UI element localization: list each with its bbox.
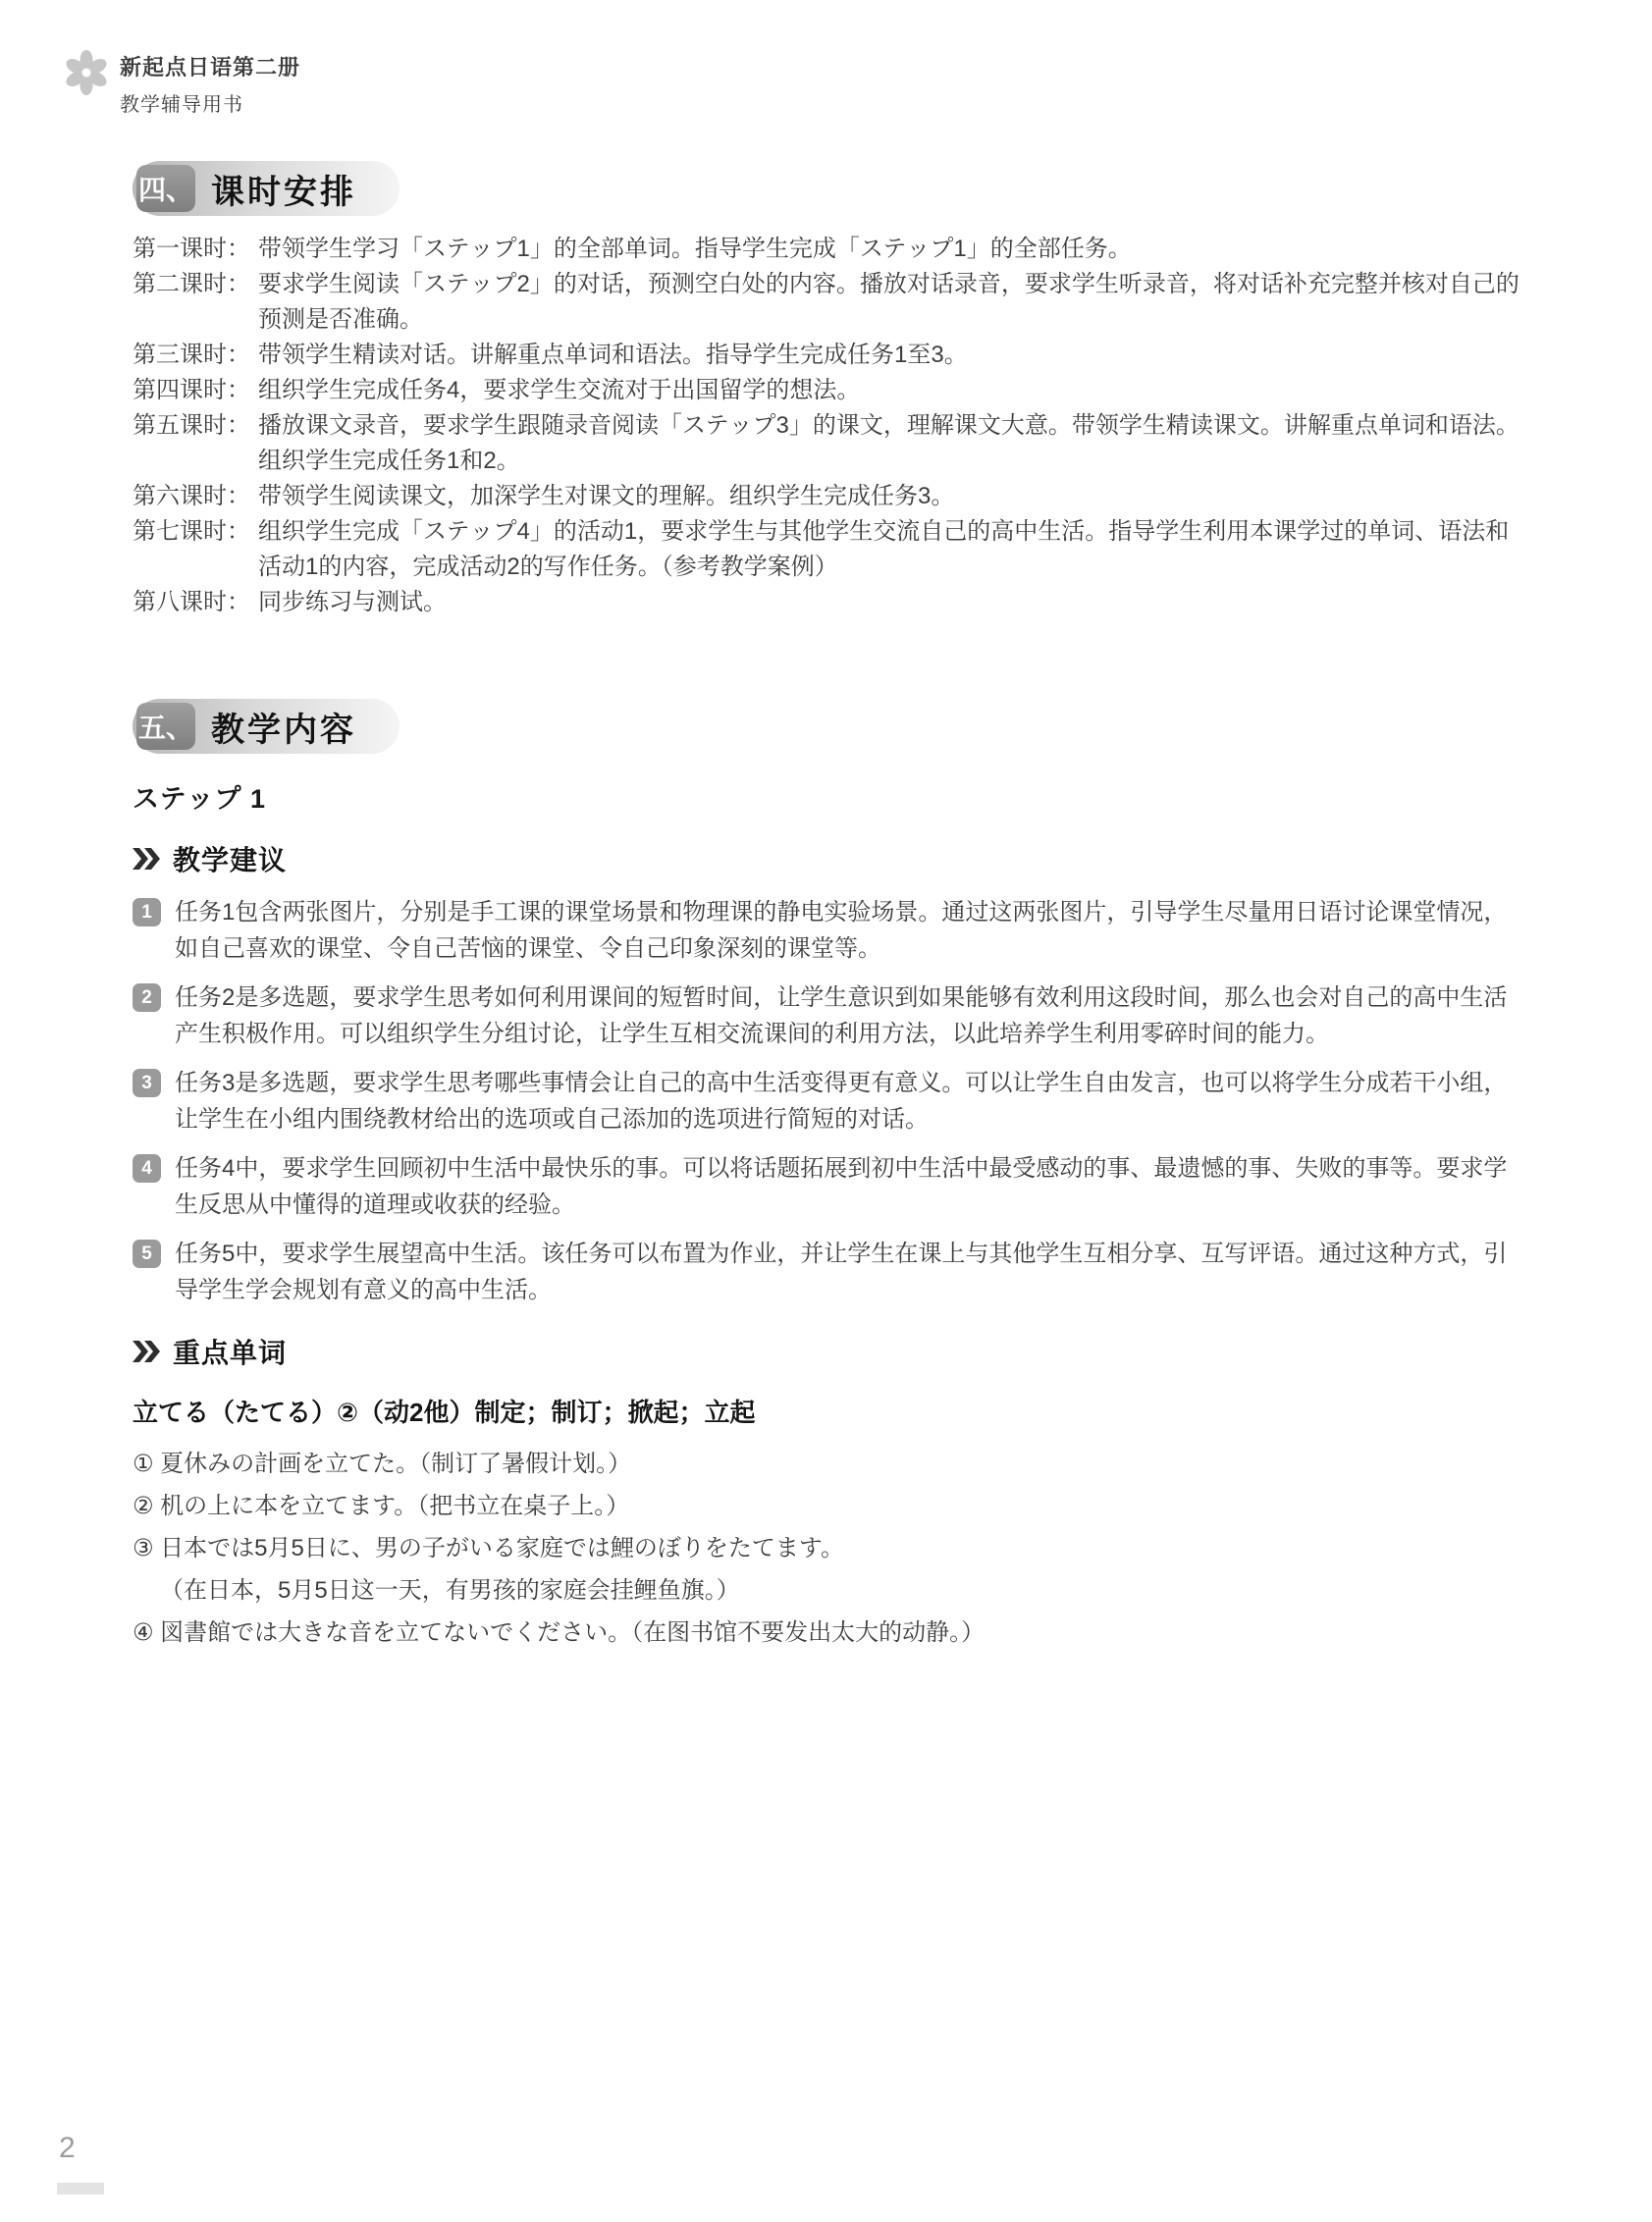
page-footer-bar bbox=[57, 2183, 104, 2195]
suggestion-row bbox=[133, 1236, 1522, 1308]
key-vocabulary-heading bbox=[133, 1332, 1522, 1371]
example-sentence bbox=[133, 1527, 1522, 1612]
lesson-text: 组织学生完成任务4，要求学生交流对于出国留学的想法。 bbox=[258, 377, 861, 403]
example-sentence bbox=[133, 1612, 1522, 1654]
example-text: ① 夏休みの計画を立てた。（制订了暑假计划。） bbox=[133, 1451, 632, 1477]
example-text: ④ 図書館では大きな音を立てないでください。（在图书馆不要发出太大的动静。） bbox=[133, 1619, 986, 1646]
example-sentence-list bbox=[133, 1443, 1522, 1654]
suggestion-number-badge: 2 bbox=[133, 983, 161, 1012]
lesson-row bbox=[133, 585, 1522, 620]
suggestion-number-badge: 3 bbox=[133, 1069, 161, 1097]
page-content bbox=[133, 161, 1522, 1654]
lesson-label: 第六课时： bbox=[133, 483, 250, 509]
double-chevron-icon bbox=[133, 1341, 162, 1362]
book-subtitle: 教学辅导用书 bbox=[120, 94, 243, 116]
suggestion-row bbox=[133, 894, 1522, 967]
suggestion-number-badge: 5 bbox=[133, 1240, 161, 1268]
page-number: 2 bbox=[59, 2132, 76, 2164]
lesson-label: 第七课时： bbox=[133, 518, 250, 545]
double-chevron-icon bbox=[133, 848, 162, 870]
lesson-label: 第八课时： bbox=[133, 589, 250, 615]
lesson-text: 带领学生学习「ステップ1」的全部单词。指导学生完成「ステップ1」的全部任务。 bbox=[258, 236, 1132, 262]
example-text: ② 机の上に本を立てます。（把书立在桌子上。） bbox=[133, 1493, 630, 1519]
suggestion-list bbox=[133, 894, 1522, 1308]
lesson-text: 带领学生阅读课文，加深学生对课文的理解。组织学生完成任务3。 bbox=[258, 483, 955, 509]
suggestion-text: 任务1包含两张图片，分别是手工课的课堂场景和物理课的静电实验场景。通过这两张图片，引导学生尽量用日语讨论课堂情况，如自己喜欢的课堂、令自己苦恼的课堂、令自己印象深刻的课堂等。 bbox=[175, 899, 1508, 962]
lesson-text: 同步练习与测试。 bbox=[258, 589, 447, 615]
lesson-schedule-list bbox=[133, 232, 1522, 620]
lesson-label: 第二课时： bbox=[133, 271, 250, 297]
example-sentence bbox=[133, 1443, 1522, 1485]
teaching-suggestions-heading-label: 教学建议 bbox=[173, 845, 288, 875]
lesson-label: 第五课时： bbox=[133, 412, 250, 439]
lesson-text: 带领学生精读对话。讲解重点单词和语法。指导学生完成任务1至3。 bbox=[258, 342, 968, 368]
suggestion-text: 任务5中，要求学生展望高中生活。该任务可以布置为作业，并让学生在课上与其他学生互相分享、互写评语。通过这种方式，引导学生学会规划有意义的高中生活。 bbox=[175, 1241, 1508, 1303]
lesson-row bbox=[133, 373, 1522, 408]
section-5-badge bbox=[133, 699, 400, 754]
suggestion-text: 任务3是多选题，要求学生思考哪些事情会让自己的高中生活变得更有意义。可以让学生自由发言，也可以将学生分成若干小组，让学生在小组内围绕教材给出的选项或自己添加的选项进行简短的对话。 bbox=[175, 1070, 1508, 1133]
suggestion-row bbox=[133, 979, 1522, 1052]
section-4-badge bbox=[133, 161, 400, 216]
suggestion-number-badge: 4 bbox=[133, 1154, 161, 1183]
step-title: ステップ 1 bbox=[133, 784, 266, 814]
suggestion-number-badge: 1 bbox=[133, 898, 161, 926]
suggestion-row bbox=[133, 1150, 1522, 1223]
lesson-text: 组织学生完成「ステップ4」的活动1，要求学生与其他学生交流自己的高中生活。指导学生利用本课学过的单词、语法和活动1的内容，完成活动2的写作任务。（参考教学案例） bbox=[258, 518, 1510, 580]
lesson-row bbox=[133, 338, 1522, 373]
lesson-label: 第一课时： bbox=[133, 236, 250, 262]
book-title: 新起点日语第二册 bbox=[120, 55, 301, 79]
section-5 bbox=[133, 699, 1522, 754]
lesson-text: 要求学生阅读「ステップ2」的对话，预测空白处的内容。播放对话录音，要求学生听录音，将对话补充完整并核对自己的预测是否准确。 bbox=[258, 271, 1519, 333]
lesson-row bbox=[133, 232, 1522, 267]
section-4-title: 课时安排 bbox=[211, 173, 356, 211]
book-header bbox=[63, 49, 300, 117]
example-text: ③ 日本では5月5日に、男の子がいる家庭では鯉のぼりをたてます。 bbox=[133, 1535, 844, 1561]
key-vocabulary-heading-label: 重点单词 bbox=[173, 1338, 288, 1368]
lesson-row bbox=[133, 514, 1522, 585]
section-4-number: 四、 bbox=[136, 165, 195, 212]
lesson-text: 播放课文录音，要求学生跟随录音阅读「ステップ3」的课文，理解课文大意。带领学生精读课文。讲解重点单词和语法。组织学生完成任务1和2。 bbox=[258, 412, 1519, 474]
flower-logo-icon bbox=[63, 49, 110, 101]
lesson-row bbox=[133, 408, 1522, 479]
lesson-row bbox=[133, 267, 1522, 338]
lesson-row bbox=[133, 479, 1522, 514]
lesson-label: 第四课时： bbox=[133, 377, 250, 403]
book-titles bbox=[120, 49, 300, 117]
suggestion-row bbox=[133, 1065, 1522, 1137]
teaching-suggestions-heading bbox=[133, 839, 1522, 878]
suggestion-text: 任务4中，要求学生回顾初中生活中最快乐的事。可以将话题拓展到初中生活中最受感动的事、最遗憾的事、失败的事等。要求学生反思从中懂得的道理或收获的经验。 bbox=[175, 1155, 1508, 1218]
vocab-entry: 立てる（たてる）②（动2他）制定；制订；掀起；立起 bbox=[133, 1398, 756, 1427]
section-5-number: 五、 bbox=[136, 703, 195, 750]
example-sentence bbox=[133, 1485, 1522, 1527]
suggestion-text: 任务2是多选题，要求学生思考如何利用课间的短暂时间，让学生意识到如果能够有效利用这段时间，那么也会对自己的高中生活产生积极作用。可以组织学生分组讨论，让学生互相交流课间的利用方法，以此培养学生利用零碎时间的能力。 bbox=[175, 984, 1508, 1047]
example-translation: （在日本，5月5日这一天，有男孩的家庭会挂鲤鱼旗。） bbox=[160, 1577, 740, 1604]
section-5-title: 教学内容 bbox=[211, 711, 356, 749]
lesson-label: 第三课时： bbox=[133, 342, 250, 368]
